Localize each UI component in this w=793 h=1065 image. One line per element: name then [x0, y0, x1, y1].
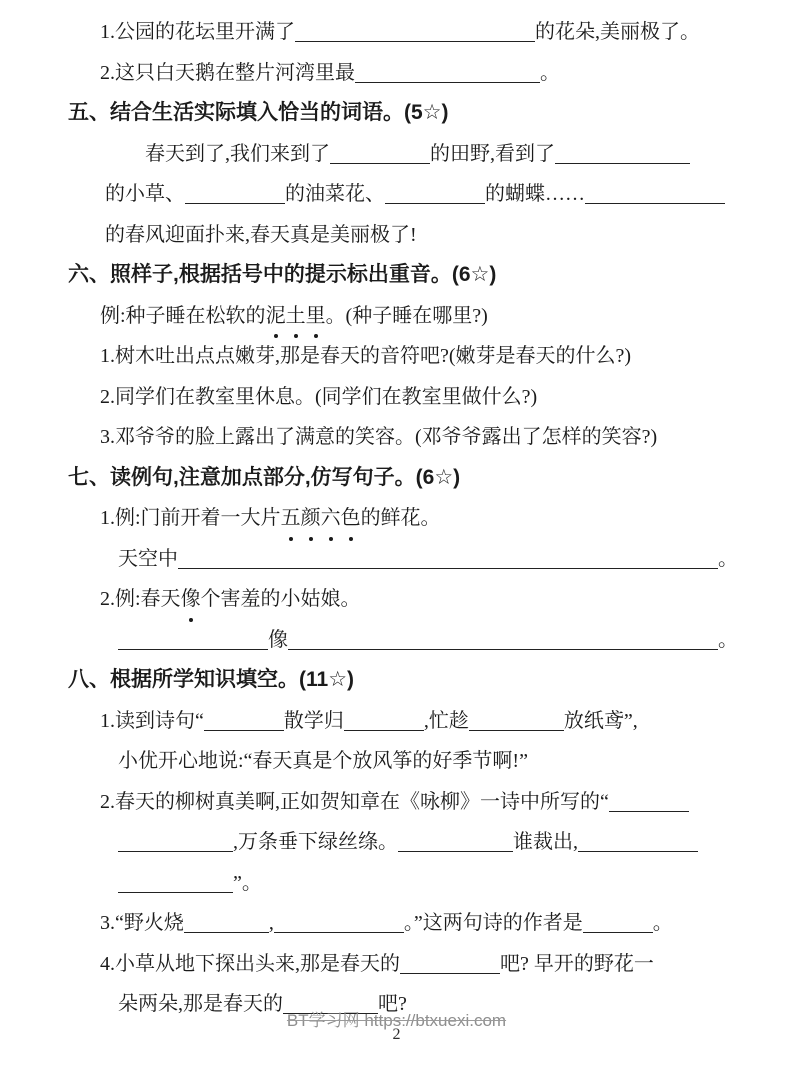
sec7-header: [60, 458, 749, 499]
sec8-item-1-line-2: [60, 741, 749, 782]
emphasized-text: [281, 507, 361, 529]
sec6-item-1: [60, 336, 749, 377]
text-segment: 2.例:春天: [100, 588, 181, 610]
answer-blank[interactable]: [400, 973, 500, 974]
sec8-item-2-line-1: [60, 782, 749, 823]
text-segment: 。”这两句诗的作者是: [403, 912, 583, 934]
emphasized-char: 六: [321, 498, 341, 539]
text-segment: ,万条垂下绿丝绦。: [233, 831, 398, 853]
text-segment: 朵两朵,那是春天的: [118, 993, 283, 1015]
text-segment: 吧?: [378, 993, 407, 1015]
text-segment: 2.春天的柳树真美啊,正如贺知章在《咏柳》一诗中所写的“: [100, 790, 609, 813]
sec8-item-1-line-1: [60, 701, 749, 742]
answer-blank[interactable]: [274, 932, 404, 933]
text-segment: 天空中: [118, 547, 178, 570]
sec7-item-1-answer: [60, 539, 749, 580]
sec7-item-2-example: [60, 579, 749, 620]
text-segment: 谁裁出,: [513, 831, 578, 853]
answer-blank[interactable]: [184, 932, 269, 933]
text-segment: 的田野,看到了: [430, 142, 555, 165]
sec5-para-line-3: [60, 215, 749, 256]
answer-blank[interactable]: [578, 851, 698, 852]
sec8-item-4-line-1: [60, 944, 749, 985]
text-segment: ,忙趁: [423, 709, 469, 732]
text-segment: 3.“野火烧: [100, 912, 184, 934]
text-segment: 4.小草从地下探出头来,那是春天的: [100, 952, 400, 975]
text-segment: 。: [652, 912, 673, 934]
text-segment: 的鲜花。: [360, 507, 441, 529]
emphasized-char: 五: [281, 498, 301, 539]
text-segment: 2.这只白天鹅在整片河湾里最: [100, 61, 355, 84]
watermark: BT学习网 https://btxuexi.com: [286, 1011, 507, 1030]
text-segment: 散学归: [283, 709, 344, 732]
text-segment: 1.树木吐出点点嫩芽,那是春天的音符吧?(嫩芽是春天的什么?): [100, 345, 632, 367]
emphasized-char: 颜: [301, 498, 321, 539]
text-segment: 。: [718, 547, 738, 570]
emphasized-char: 像: [181, 579, 201, 620]
answer-blank[interactable]: [583, 932, 653, 933]
answer-blank[interactable]: [204, 730, 284, 731]
emphasized-text: [181, 588, 201, 610]
text-segment: 八、根据所学知识填空。(11☆): [68, 668, 355, 691]
text-segment: 1.公园的花坛里开满了: [100, 21, 295, 43]
answer-blank[interactable]: [398, 851, 513, 852]
emphasized-text: [266, 305, 326, 327]
sec5-header: [60, 93, 749, 134]
answer-blank[interactable]: [609, 811, 689, 812]
answer-blank[interactable]: [469, 730, 564, 731]
text-segment: 放纸鸢”,: [563, 709, 638, 732]
sec8-item-2-line-3: [60, 863, 749, 904]
answer-blank[interactable]: [585, 203, 725, 204]
sec6-example: [60, 296, 749, 337]
answer-blank[interactable]: [344, 730, 424, 731]
text-segment: 像: [268, 628, 288, 651]
sec7-item-1-example: [60, 498, 749, 539]
text-segment: 的春风迎面扑来,春天真是美丽极了!: [105, 223, 417, 246]
text-segment: 的蝴蝶……: [485, 183, 585, 205]
sec8-item-2-line-2: [60, 822, 749, 863]
text-segment: 2.同学们在教室里休息。(同学们在教室里做什么?): [100, 385, 538, 408]
page-number: 2: [392, 1026, 401, 1043]
text-segment: 的花朵,美丽极了。: [535, 21, 700, 43]
answer-blank[interactable]: [118, 851, 233, 852]
sec4-item-2: [60, 53, 749, 94]
sec8-header: [60, 660, 749, 701]
answer-blank[interactable]: [555, 163, 690, 164]
emphasized-char: 土: [286, 296, 306, 337]
text-segment: 小优开心地说:“春天真是个放风筝的好季节啊!”: [118, 750, 528, 772]
emphasized-char: 里: [306, 296, 326, 337]
text-segment: 的小草、: [105, 183, 185, 205]
text-segment: 1.例:门前开着一大片: [100, 507, 281, 529]
sec8-item-3: [60, 903, 749, 944]
text-segment: 六、照样子,根据括号中的提示标出重音。(6☆): [68, 263, 497, 286]
answer-blank[interactable]: [118, 649, 268, 650]
answer-blank[interactable]: [118, 892, 233, 893]
text-segment: 吧? 早开的野花一: [500, 952, 654, 975]
sec6-header: [60, 255, 749, 296]
answer-blank[interactable]: [295, 41, 535, 42]
text-segment: 春天到了,我们来到了: [145, 142, 330, 165]
answer-blank[interactable]: [178, 568, 718, 569]
text-segment: 例:种子睡在松软的: [100, 304, 266, 327]
text-segment: ”。: [233, 871, 262, 894]
sec6-item-2: [60, 377, 749, 418]
sec5-para-line-2: [60, 174, 749, 215]
answer-blank[interactable]: [185, 203, 285, 204]
answer-blank[interactable]: [288, 649, 718, 650]
answer-blank[interactable]: [330, 163, 430, 164]
text-segment: 1.读到诗句“: [100, 709, 204, 732]
answer-blank[interactable]: [355, 82, 540, 83]
text-segment: 的油菜花、: [285, 183, 385, 205]
answer-blank[interactable]: [385, 203, 485, 204]
sec5-para-line-1: [60, 134, 749, 175]
text-segment: 五、结合生活实际填入恰当的词语。(5☆): [68, 101, 449, 124]
sec6-item-3: [60, 417, 749, 458]
text-segment: 。: [718, 628, 738, 651]
text-segment: ,: [268, 912, 274, 934]
text-segment: 3.邓爷爷的脸上露出了满意的笑容。(邓爷爷露出了怎样的笑容?): [100, 426, 658, 448]
sec4-item-1: [60, 12, 749, 53]
text-segment: 。(种子睡在哪里?): [325, 304, 488, 327]
text-segment: 。: [540, 61, 560, 84]
emphasized-char: 色: [341, 498, 361, 539]
sec7-item-2-answer: [60, 620, 749, 661]
text-segment: 个害羞的小姑娘。: [200, 588, 361, 610]
text-segment: 七、读例句,注意加点部分,仿写句子。(6☆): [68, 465, 461, 489]
worksheet-body: [60, 12, 749, 1025]
emphasized-char: 泥: [266, 296, 286, 337]
